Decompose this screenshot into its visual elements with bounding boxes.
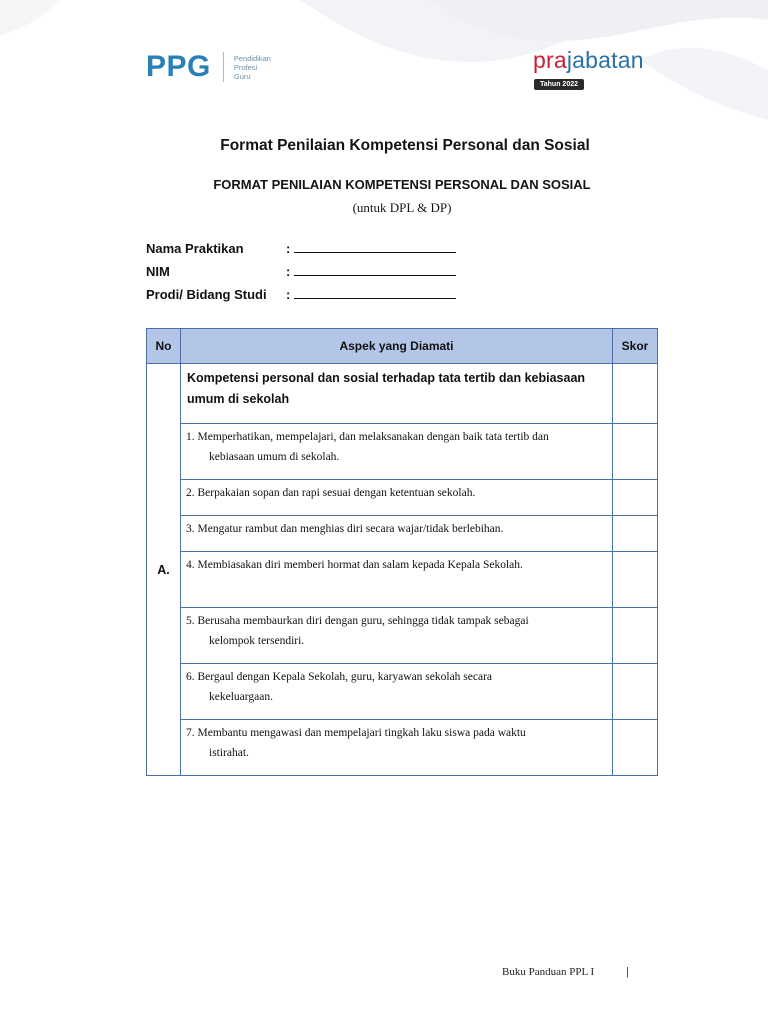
ppg-logo-divider — [223, 52, 224, 82]
section-number: A. — [147, 364, 181, 776]
table-row — [147, 516, 658, 552]
aspect-item: 1. Memperhatikan, mempelajari, dan melaksanakan dengan baik tata tertib dan kebiasaan umum di sekolah. — [181, 424, 613, 480]
score-cell[interactable] — [613, 364, 658, 424]
fill-line[interactable] — [294, 284, 456, 299]
field-nim: NIM : — [146, 256, 456, 279]
field-label: Nama Praktikan — [146, 241, 244, 256]
score-cell[interactable] — [613, 552, 658, 608]
field-prodi: Prodi/ Bidang Studi : — [146, 279, 456, 302]
header-no: No — [147, 329, 181, 364]
aspect-item: 4. Membiasakan diri memberi hormat dan salam kepada Kepala Sekolah. — [181, 552, 613, 608]
prajabatan-logo — [533, 47, 644, 91]
prajabatan-wordmark: prajabatan — [533, 47, 644, 73]
table-row — [147, 552, 658, 608]
score-cell[interactable] — [613, 424, 658, 480]
footer-text: Buku Panduan PPL I — [502, 966, 595, 978]
score-cell[interactable] — [613, 480, 658, 516]
form-subtitle: (untuk DPL & DP) — [352, 200, 452, 215]
table-row — [147, 664, 658, 720]
section-title: Kompetensi personal dan sosial terhadap tata tertib dan kebiasaan umum di sekolah — [181, 364, 613, 424]
field-nama-praktikan: Nama Praktikan : — [146, 233, 456, 256]
score-cell[interactable] — [613, 720, 658, 776]
identity-fields — [146, 233, 456, 302]
field-label: Prodi/ Bidang Studi — [146, 287, 267, 302]
table-row — [147, 720, 658, 776]
document-title: Format Penilaian Kompetensi Personal dan Sosial — [220, 137, 590, 154]
score-cell[interactable] — [613, 608, 658, 664]
fill-line[interactable] — [294, 261, 456, 276]
assessment-table — [146, 328, 658, 776]
form-title: FORMAT PENILAIAN KOMPETENSI PERSONAL DAN SOSIAL — [213, 177, 591, 192]
fill-line[interactable] — [294, 238, 456, 253]
ppg-logo — [146, 51, 271, 83]
field-label: NIM — [146, 264, 170, 279]
table-row — [147, 424, 658, 480]
aspect-item: 5. Berusaha membaurkan diri dengan guru, sehingga tidak tampak sebagai kelompok tersendiri. — [181, 608, 613, 664]
prajabatan-year-badge: Tahun 2022 — [534, 79, 584, 90]
header-aspect: Aspek yang Diamati — [181, 329, 613, 364]
ppg-logo-mark: PPG — [146, 50, 211, 83]
table-header-row — [147, 329, 658, 364]
score-cell[interactable] — [613, 664, 658, 720]
aspect-item: 7. Membantu mengawasi dan mempelajari tingkah laku siswa pada waktu istirahat. — [181, 720, 613, 776]
table-row — [147, 480, 658, 516]
footer-separator: | — [626, 966, 629, 978]
aspect-item: 2. Berpakaian sopan dan rapi sesuai dengan ketentuan sekolah. — [181, 480, 613, 516]
table-row — [147, 608, 658, 664]
aspect-item: 6. Bergaul dengan Kepala Sekolah, guru, karyawan sekolah secara kekeluargaan. — [181, 664, 613, 720]
header-background-swoosh — [0, 0, 768, 150]
table-row — [147, 364, 658, 424]
score-cell[interactable] — [613, 516, 658, 552]
header-score: Skor — [613, 329, 658, 364]
aspect-item: 3. Mengatur rambut dan menghias diri secara wajar/tidak berlebihan. — [181, 516, 613, 552]
ppg-logo-subtitle: Pendidikan Profesi Guru — [233, 53, 271, 81]
